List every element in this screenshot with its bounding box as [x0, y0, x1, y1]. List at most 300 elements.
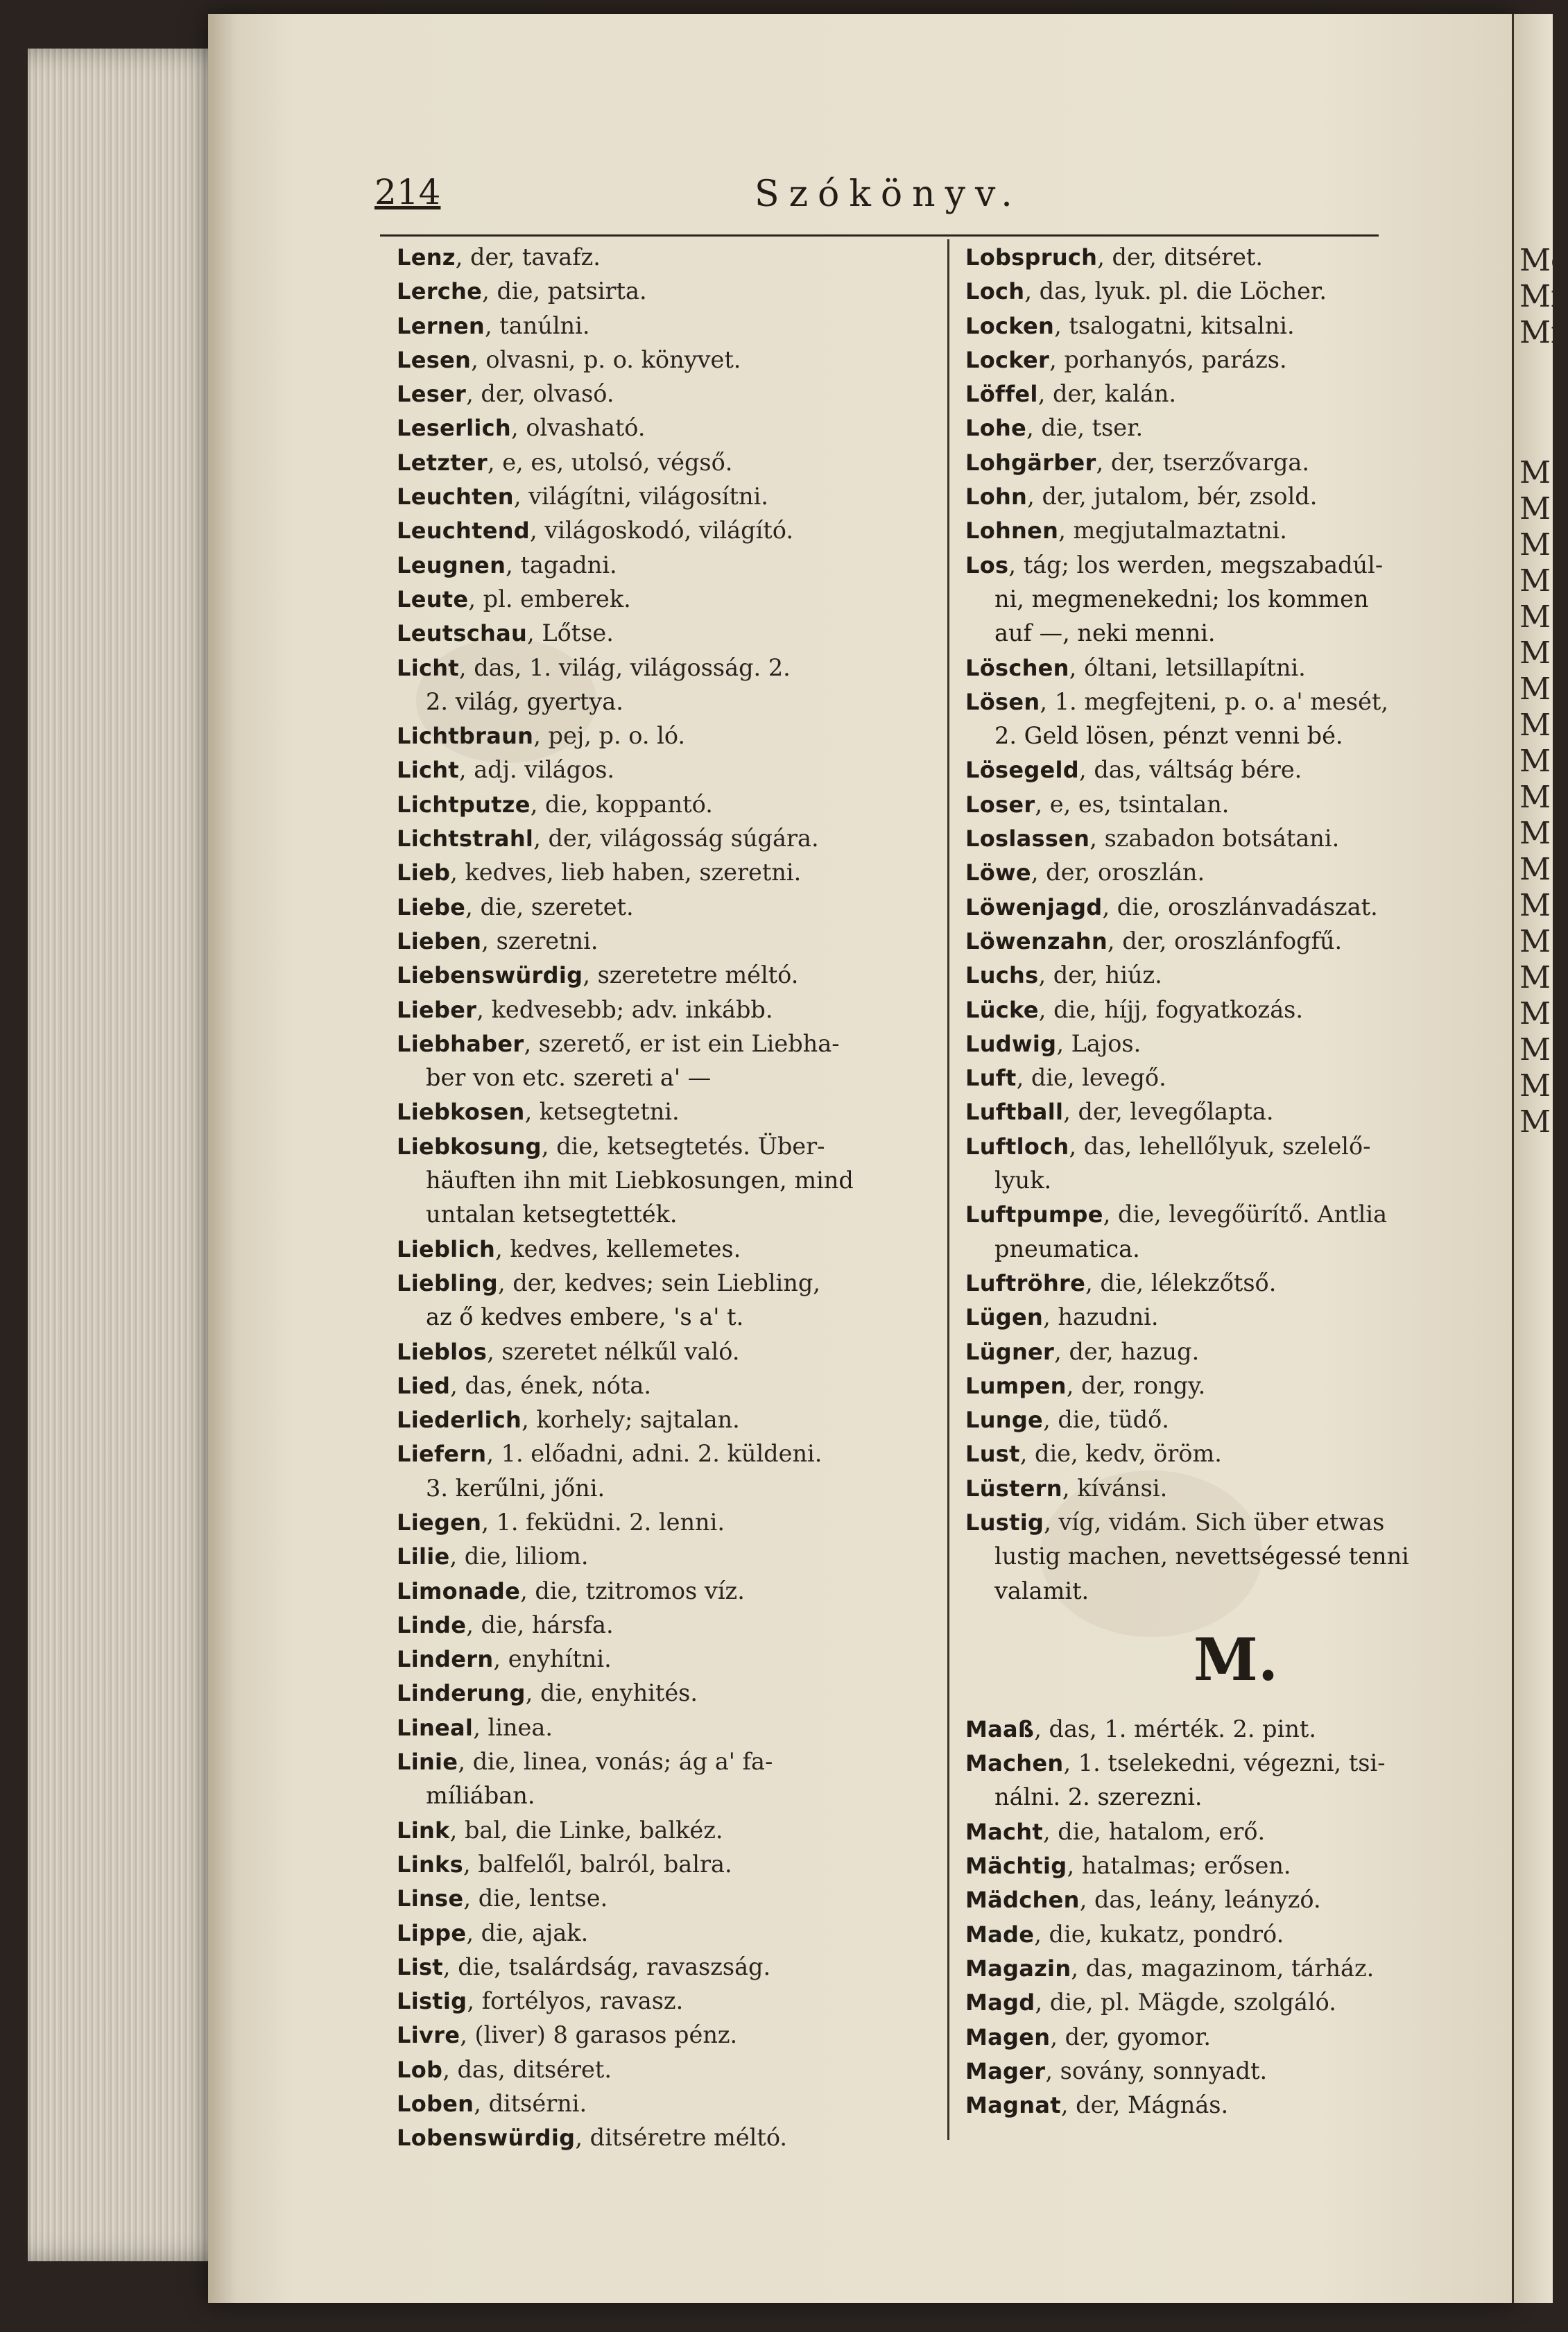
dictionary-entry: [397, 1437, 924, 1471]
dictionary-entry: [397, 1744, 924, 1778]
dictionary-entry-continuation: lyuk.: [994, 1167, 1052, 1194]
dictionary-entry: [965, 240, 1506, 274]
dictionary-entry: [397, 1881, 924, 1915]
gloss: , sovány, sonnyadt.: [1045, 2057, 1268, 2084]
headword: Loslassen: [965, 825, 1090, 852]
headword: Magd: [965, 1989, 1035, 2016]
gloss: , ketsegtetni.: [524, 1098, 680, 1126]
headword: Löwenjagd: [965, 893, 1103, 920]
dictionary-entry: [965, 651, 1506, 685]
column-divider: [947, 239, 949, 2140]
gloss: , die, linea, vonás; ág a' fa-: [458, 1748, 773, 1776]
dictionary-entry: [397, 1813, 924, 1847]
adjacent-page-fragment: M: [1519, 708, 1551, 743]
dictionary-entry: [397, 582, 924, 616]
gloss: , die, patsirta.: [482, 277, 647, 305]
headword: Liebenswürdig: [397, 962, 583, 989]
gloss: , tsalogatni, kitsalni.: [1054, 311, 1295, 339]
dictionary-entry: [397, 719, 924, 753]
dictionary-entry: [397, 2018, 924, 2052]
dictionary-entry: [965, 1815, 1506, 1849]
gloss: , der, Mágnás.: [1060, 2091, 1229, 2119]
headword: Letzter: [397, 449, 488, 476]
gloss: , das, lehellőlyuk, szelelő-: [1069, 1132, 1371, 1160]
dictionary-entry: [397, 1027, 924, 1061]
headword: Linie: [397, 1749, 458, 1776]
gloss: , olvasni, p. o. könyvet.: [471, 345, 741, 373]
headword: Lösegeld: [965, 757, 1080, 784]
headword: Linde: [397, 1611, 467, 1638]
headword: Loser: [965, 791, 1035, 818]
headword: Lücke: [965, 996, 1039, 1023]
headword: Linse: [397, 1885, 464, 1912]
gloss: , die, tser.: [1026, 414, 1144, 442]
dictionary-entry: [965, 855, 1506, 889]
dictionary-entry: [397, 753, 924, 787]
gloss: , die, pl. Mägde, szolgáló.: [1035, 1989, 1336, 2016]
gloss: , 1. előadni, adni. 2. küldeni.: [486, 1440, 822, 1468]
gloss: , der, tavafz.: [455, 243, 601, 271]
gloss: , pl. emberek.: [468, 585, 631, 612]
headword: Lieber: [397, 996, 477, 1023]
headword: Lichtputze: [397, 791, 531, 818]
dictionary-entry: [397, 890, 924, 924]
dictionary-entry: [397, 855, 924, 889]
section-letter-heading: M.: [1193, 1624, 1279, 1694]
adjacent-page-fragment: M: [1519, 635, 1551, 671]
gloss: , die, enyhités.: [525, 1679, 698, 1707]
headword: Leuchten: [397, 483, 514, 511]
gloss: , die, koppantó.: [530, 790, 713, 818]
dictionary-entry: [397, 651, 924, 685]
dictionary-entry: [397, 411, 924, 445]
headword: Mächtig: [965, 1853, 1067, 1880]
dictionary-entry: [965, 958, 1506, 992]
gloss: , kedves, kellemetes.: [495, 1235, 741, 1262]
dictionary-entry: [965, 479, 1506, 513]
headword: Magazin: [965, 1955, 1071, 1982]
dictionary-entry: [965, 343, 1506, 377]
dictionary-entry-continuation: nálni. 2. szerezni.: [994, 1783, 1203, 1811]
gloss: , kedvesebb; adv. inkább.: [476, 995, 773, 1023]
headword: Liefern: [397, 1441, 487, 1468]
gloss: , 1. tselekedni, végezni, tsi-: [1063, 1749, 1386, 1777]
headword: Links: [397, 1851, 463, 1878]
adjacent-page-fragment: M: [1519, 1068, 1551, 1104]
gloss: , tagadni.: [506, 551, 617, 578]
headword: Liebkosung: [397, 1133, 542, 1160]
headword: Löwenzahn: [965, 927, 1108, 954]
dictionary-entry: [397, 1676, 924, 1710]
gloss: , das, ditséret.: [442, 2055, 612, 2083]
dictionary-entry: [965, 1027, 1506, 1061]
gloss: , der, oroszlánfogfű.: [1107, 927, 1343, 954]
gloss: , der, világosság súgára.: [533, 825, 819, 852]
gloss: , das, 1. világ, világosság. 2.: [458, 653, 791, 681]
dictionary-entry: [965, 513, 1506, 547]
dictionary-entry: [397, 2086, 924, 2120]
dictionary-entry: [965, 1335, 1506, 1369]
gloss: , adj. világos.: [458, 756, 615, 784]
headword: Luftball: [965, 1099, 1064, 1126]
dictionary-entry: [965, 753, 1506, 787]
headword: Liebling: [397, 1269, 498, 1296]
headword: List: [397, 1953, 443, 1980]
headword: Luft: [965, 1065, 1017, 1092]
gloss: , e, es, utolsó, végső.: [487, 448, 733, 476]
dictionary-entry-continuation: pneumatica.: [994, 1235, 1140, 1262]
gloss: , der, levegőlapta.: [1063, 1098, 1274, 1126]
gloss: , Lajos.: [1056, 1029, 1141, 1057]
dictionary-entry: [965, 890, 1506, 924]
headword: Lerche: [397, 278, 483, 305]
page-header: [374, 172, 1408, 221]
headword: Lilie: [397, 1543, 450, 1570]
adjacent-page-fragment: M: [1519, 996, 1551, 1031]
headword: Lied: [397, 1372, 451, 1399]
gloss: , linea.: [473, 1713, 553, 1741]
gloss: , 1. feküdni. 2. lenni.: [481, 1508, 725, 1536]
dictionary-entry: [397, 958, 924, 992]
headword: Lustig: [965, 1509, 1044, 1536]
header-rule: [380, 234, 1379, 237]
gloss: , kívánsi.: [1062, 1474, 1168, 1502]
headword: Linderung: [397, 1680, 526, 1707]
adjacent-page-fragment: M: [1519, 1104, 1551, 1140]
gloss: , das, leány, leányzó.: [1079, 1886, 1321, 1914]
dictionary-entry-continuation: valamit.: [994, 1577, 1089, 1604]
headword: Liebkosen: [397, 1099, 525, 1126]
headword: Lernen: [397, 312, 485, 339]
dictionary-entry-continuation: lustig machen, nevettségessé tenni: [994, 1543, 1409, 1570]
gloss: , die, szeretet.: [465, 893, 634, 920]
dictionary-entry: [965, 2054, 1506, 2088]
gloss: , szeretet nélkűl való.: [487, 1337, 740, 1365]
gloss: , hazudni.: [1043, 1303, 1159, 1331]
gloss: , der, jutalom, bér, zsold.: [1027, 483, 1318, 511]
gloss: , enyhítni.: [493, 1645, 612, 1673]
dictionary-entry-continuation: ni, megmenekedni; los kommen: [994, 585, 1369, 612]
dictionary-entry: [965, 2088, 1506, 2122]
adjacent-page-fragment: Mi: [1519, 315, 1561, 350]
dictionary-entry: [397, 616, 924, 650]
headword: Mädchen: [965, 1887, 1080, 1914]
headword: Löwe: [965, 859, 1031, 886]
dictionary-entry: [397, 513, 924, 547]
gloss: , szabadon botsátani.: [1089, 825, 1340, 852]
gloss: , die, kukatz, pondró.: [1034, 1920, 1284, 1948]
dictionary-entry: [397, 2052, 924, 2086]
headword: Lineal: [397, 1714, 474, 1741]
headword: Leutschau: [397, 620, 528, 647]
dictionary-entry: [965, 821, 1506, 855]
headword: Lenz: [397, 244, 456, 271]
headword: Lobspruch: [965, 244, 1098, 271]
headword: Lust: [965, 1441, 1020, 1468]
dictionary-entry: [397, 1335, 924, 1369]
gloss: , e, es, tsintalan.: [1035, 790, 1230, 818]
gloss: , das, lyuk. pl. die Löcher.: [1024, 277, 1327, 305]
gloss: , der, hiúz.: [1038, 961, 1162, 989]
gloss: , die, oroszlánvadászat.: [1102, 893, 1378, 920]
adjacent-page-fragment: M: [1519, 816, 1551, 851]
adjacent-page-fragment: M: [1519, 1032, 1551, 1068]
dictionary-entry: [397, 2120, 924, 2154]
adjacent-page-fragment: M: [1519, 491, 1551, 526]
headword: Liederlich: [397, 1407, 522, 1434]
headword: Machen: [965, 1750, 1064, 1777]
headword: Lügen: [965, 1304, 1044, 1331]
dictionary-entry-continuation: auf —, neki menni.: [994, 619, 1216, 647]
headword: Magen: [965, 2023, 1051, 2050]
dictionary-entry: [397, 343, 924, 377]
gloss: , das, váltság bére.: [1079, 756, 1302, 784]
dictionary-entry-continuation: míliában.: [426, 1782, 535, 1810]
dictionary-entry: [965, 1849, 1506, 1883]
adjacent-page-fragment: M: [1519, 960, 1551, 995]
headword: Loch: [965, 278, 1025, 305]
headword: Luftpumpe: [965, 1201, 1103, 1228]
headword: Los: [965, 551, 1009, 578]
gloss: , balfelől, balról, balra.: [463, 1850, 732, 1878]
dictionary-entry-continuation: az ő kedves embere, 's a' t.: [426, 1303, 744, 1331]
dictionary-entry: [397, 309, 924, 343]
gloss: , tág; los werden, megszabadúl-: [1008, 551, 1384, 578]
dictionary-entry: [965, 377, 1506, 411]
dictionary-entry: [965, 1505, 1506, 1539]
gloss: , ditséretre méltó.: [575, 2124, 788, 2152]
page-number: 214: [374, 172, 441, 212]
gloss: , 1. megfejteni, p. o. a' mesét,: [1040, 687, 1389, 715]
dictionary-entry: [965, 1883, 1506, 1917]
headword: Lumpen: [965, 1372, 1067, 1399]
left-column: [397, 240, 924, 2155]
gloss: , der, tserzővarga.: [1096, 448, 1310, 476]
headword: Ludwig: [965, 1030, 1057, 1057]
headword: Lieb: [397, 859, 451, 886]
dictionary-entry: [965, 1095, 1506, 1129]
headword: Lieblich: [397, 1235, 496, 1262]
gloss: , die, lélekzőtső.: [1085, 1269, 1277, 1296]
dictionary-entry: [965, 1437, 1506, 1471]
headword: Lunge: [965, 1407, 1044, 1434]
headword: Lügner: [965, 1338, 1055, 1365]
gloss: , der, hazug.: [1054, 1337, 1200, 1365]
gloss: , óltani, letsillapítni.: [1069, 653, 1306, 681]
gloss: , hatalmas; erősen.: [1067, 1852, 1291, 1880]
gloss: , megjutalmaztatni.: [1058, 517, 1287, 545]
dictionary-entry: [965, 445, 1506, 479]
headword: Lohgärber: [965, 449, 1096, 476]
dictionary-entry: [397, 821, 924, 855]
headword: Licht: [397, 654, 459, 681]
dictionary-entry: [965, 2020, 1506, 2054]
gloss: , korhely; sajtalan.: [522, 1406, 740, 1434]
dictionary-entry: [397, 548, 924, 582]
adjacent-page-fragment: M: [1519, 527, 1551, 563]
headword: Lindern: [397, 1646, 494, 1673]
adjacent-page-fragment: M: [1519, 924, 1551, 959]
dictionary-entry: [397, 1369, 924, 1403]
headword: Luchs: [965, 962, 1039, 989]
headword: Magnat: [965, 2092, 1061, 2119]
headword: Lieben: [397, 927, 482, 954]
headword: Mager: [965, 2057, 1046, 2084]
adjacent-page-fragment: M: [1519, 599, 1551, 635]
dictionary-entry: [397, 1608, 924, 1642]
headword: Leugnen: [397, 551, 506, 578]
gloss: , die, híjj, fogyatkozás.: [1038, 995, 1304, 1023]
gloss: , der, olvasó.: [466, 380, 614, 408]
headword: Maaß: [965, 1715, 1035, 1742]
dictionary-entry: [965, 1300, 1506, 1334]
dictionary-entry: [965, 1061, 1506, 1095]
gloss: , das, magazinom, tárház.: [1071, 1954, 1375, 1982]
headword: Lohe: [965, 415, 1027, 442]
gloss: , der, gyomor.: [1050, 2023, 1211, 2050]
gloss: , fortélyos, ravasz.: [467, 1987, 684, 2015]
headword: Liebhaber: [397, 1030, 524, 1057]
dictionary-entry: [397, 1950, 924, 1984]
gloss: , bal, die Linke, balkéz.: [449, 1816, 723, 1844]
gloss: , der, rongy.: [1066, 1371, 1206, 1399]
dictionary-entry: [397, 1505, 924, 1539]
headword: Link: [397, 1817, 450, 1844]
headword: Lob: [397, 2056, 443, 2083]
headword: Loben: [397, 2091, 474, 2118]
dictionary-entry: [965, 1951, 1506, 1985]
dictionary-entry: [397, 1266, 924, 1300]
headword: Löffel: [965, 381, 1038, 408]
gloss: , (liver) 8 garasos pénz.: [460, 2021, 738, 2049]
headword: Listig: [397, 1988, 467, 2015]
dictionary-entry: [965, 1471, 1506, 1505]
dictionary-entry: [965, 274, 1506, 308]
dictionary-entry-continuation: untalan ketsegtették.: [426, 1201, 678, 1228]
headword: Limonade: [397, 1577, 521, 1604]
gloss: , tanúlni.: [484, 311, 590, 339]
headword: Lösen: [965, 688, 1040, 715]
adjacent-page-fragment: M: [1519, 852, 1551, 887]
dictionary-entry: [965, 993, 1506, 1027]
gloss: , szerető, er ist ein Liebha-: [524, 1029, 840, 1057]
dictionary-entry: [965, 787, 1506, 821]
adjacent-page-fragment: M: [1519, 780, 1551, 815]
dictionary-entry: [397, 993, 924, 1027]
dictionary-entry: [397, 479, 924, 513]
gloss: , die, ajak.: [466, 1919, 589, 1946]
dictionary-entry: [965, 548, 1506, 582]
gloss: , kedves, lieb haben, szeretni.: [450, 859, 802, 886]
adjacent-page-fragment: Mc: [1519, 243, 1568, 278]
right-column: [965, 240, 1506, 2122]
headword: Lesen: [397, 346, 472, 373]
dictionary-entry: [397, 1847, 924, 1881]
dictionary-entry: [397, 1984, 924, 2018]
running-title: Szókönyv.: [755, 173, 1022, 215]
headword: Licht: [397, 757, 459, 784]
gloss: , die, tsalárdság, ravaszság.: [442, 1953, 771, 1980]
gloss: , víg, vidám. Sich über etwas: [1044, 1508, 1385, 1536]
dictionary-entry-continuation: 2. világ, gyertya.: [426, 687, 623, 715]
headword: Löschen: [965, 654, 1069, 681]
gloss: , der, kedves; sein Liebling,: [498, 1269, 820, 1296]
dictionary-entry-continuation: ber von etc. szereti a' —: [426, 1064, 712, 1092]
gloss: , die, liliom.: [449, 1543, 589, 1570]
adjacent-page-fragment: M: [1519, 888, 1551, 923]
gloss: , die, lentse.: [463, 1885, 608, 1912]
book-page-edges: [28, 49, 236, 2261]
dictionary-entry: [397, 1095, 924, 1129]
dictionary-entry: [965, 1917, 1506, 1951]
gloss: , die, hatalom, erő.: [1042, 1817, 1266, 1845]
headword: Lippe: [397, 1919, 467, 1946]
gloss: , die, kedv, öröm.: [1019, 1440, 1222, 1468]
gloss: , Lőtse.: [527, 619, 614, 647]
gloss: , der, kalán.: [1037, 380, 1177, 408]
headword: Macht: [965, 1818, 1043, 1845]
dictionary-entry: [965, 1369, 1506, 1403]
dictionary-entry: [965, 1266, 1506, 1300]
dictionary-entry: [965, 1403, 1506, 1437]
dictionary-entry: [397, 1539, 924, 1573]
dictionary-entry: [965, 1712, 1506, 1746]
gloss: , der, ditséret.: [1097, 243, 1264, 271]
dictionary-entry: [397, 377, 924, 411]
dictionary-entry: [397, 240, 924, 274]
headword: Lichtstrahl: [397, 825, 534, 852]
dictionary-entry-continuation: 2. Geld lösen, pénzt venni bé.: [994, 722, 1343, 750]
dictionary-entry: [965, 411, 1506, 445]
dictionary-entry: [397, 1711, 924, 1744]
headword: Leser: [397, 381, 467, 408]
adjacent-page-fragment: M: [1519, 744, 1551, 779]
gloss: , die, tüdő.: [1043, 1406, 1169, 1434]
adjacent-page-fragment: M: [1519, 563, 1551, 599]
dictionary-entry: [397, 1642, 924, 1676]
gloss: , die, levegőürítő. Antlia: [1103, 1201, 1388, 1228]
gloss: , pej, p. o. ló.: [533, 722, 686, 750]
adjacent-page-strip: [1512, 14, 1568, 2303]
dictionary-entry: [965, 924, 1506, 958]
headword: Lohnen: [965, 517, 1059, 545]
headword: Lohn: [965, 483, 1028, 511]
adjacent-page-fragment: Mi: [1519, 279, 1561, 314]
dictionary-entry: [965, 1985, 1506, 2019]
dictionary-entry: [397, 787, 924, 821]
gloss: , die, hársfa.: [466, 1611, 614, 1638]
dictionary-entry: [397, 1232, 924, 1266]
dictionary-entry: [397, 1916, 924, 1950]
adjacent-page-fragment: M: [1519, 455, 1551, 490]
dictionary-entry: [397, 1129, 924, 1163]
gloss: , szeretetre méltó.: [583, 961, 799, 989]
gloss: , die, ketsegtetés. Über-: [541, 1132, 825, 1160]
headword: Liebe: [397, 893, 466, 920]
headword: Lieblos: [397, 1338, 488, 1365]
dictionary-entry: [965, 685, 1506, 719]
dictionary-entry: [397, 924, 924, 958]
dictionary-entry: [397, 1403, 924, 1437]
gloss: , das, ének, nóta.: [450, 1371, 652, 1399]
headword: Luftröhre: [965, 1269, 1086, 1296]
gloss: , die, levegő.: [1016, 1064, 1166, 1092]
gloss: , der, oroszlán.: [1031, 859, 1205, 886]
dictionary-entry-continuation: 3. kerűlni, jőni.: [426, 1474, 605, 1502]
gloss: , szeretni.: [481, 927, 598, 954]
adjacent-page-fragment: M: [1519, 671, 1551, 707]
headword: Liegen: [397, 1509, 482, 1536]
